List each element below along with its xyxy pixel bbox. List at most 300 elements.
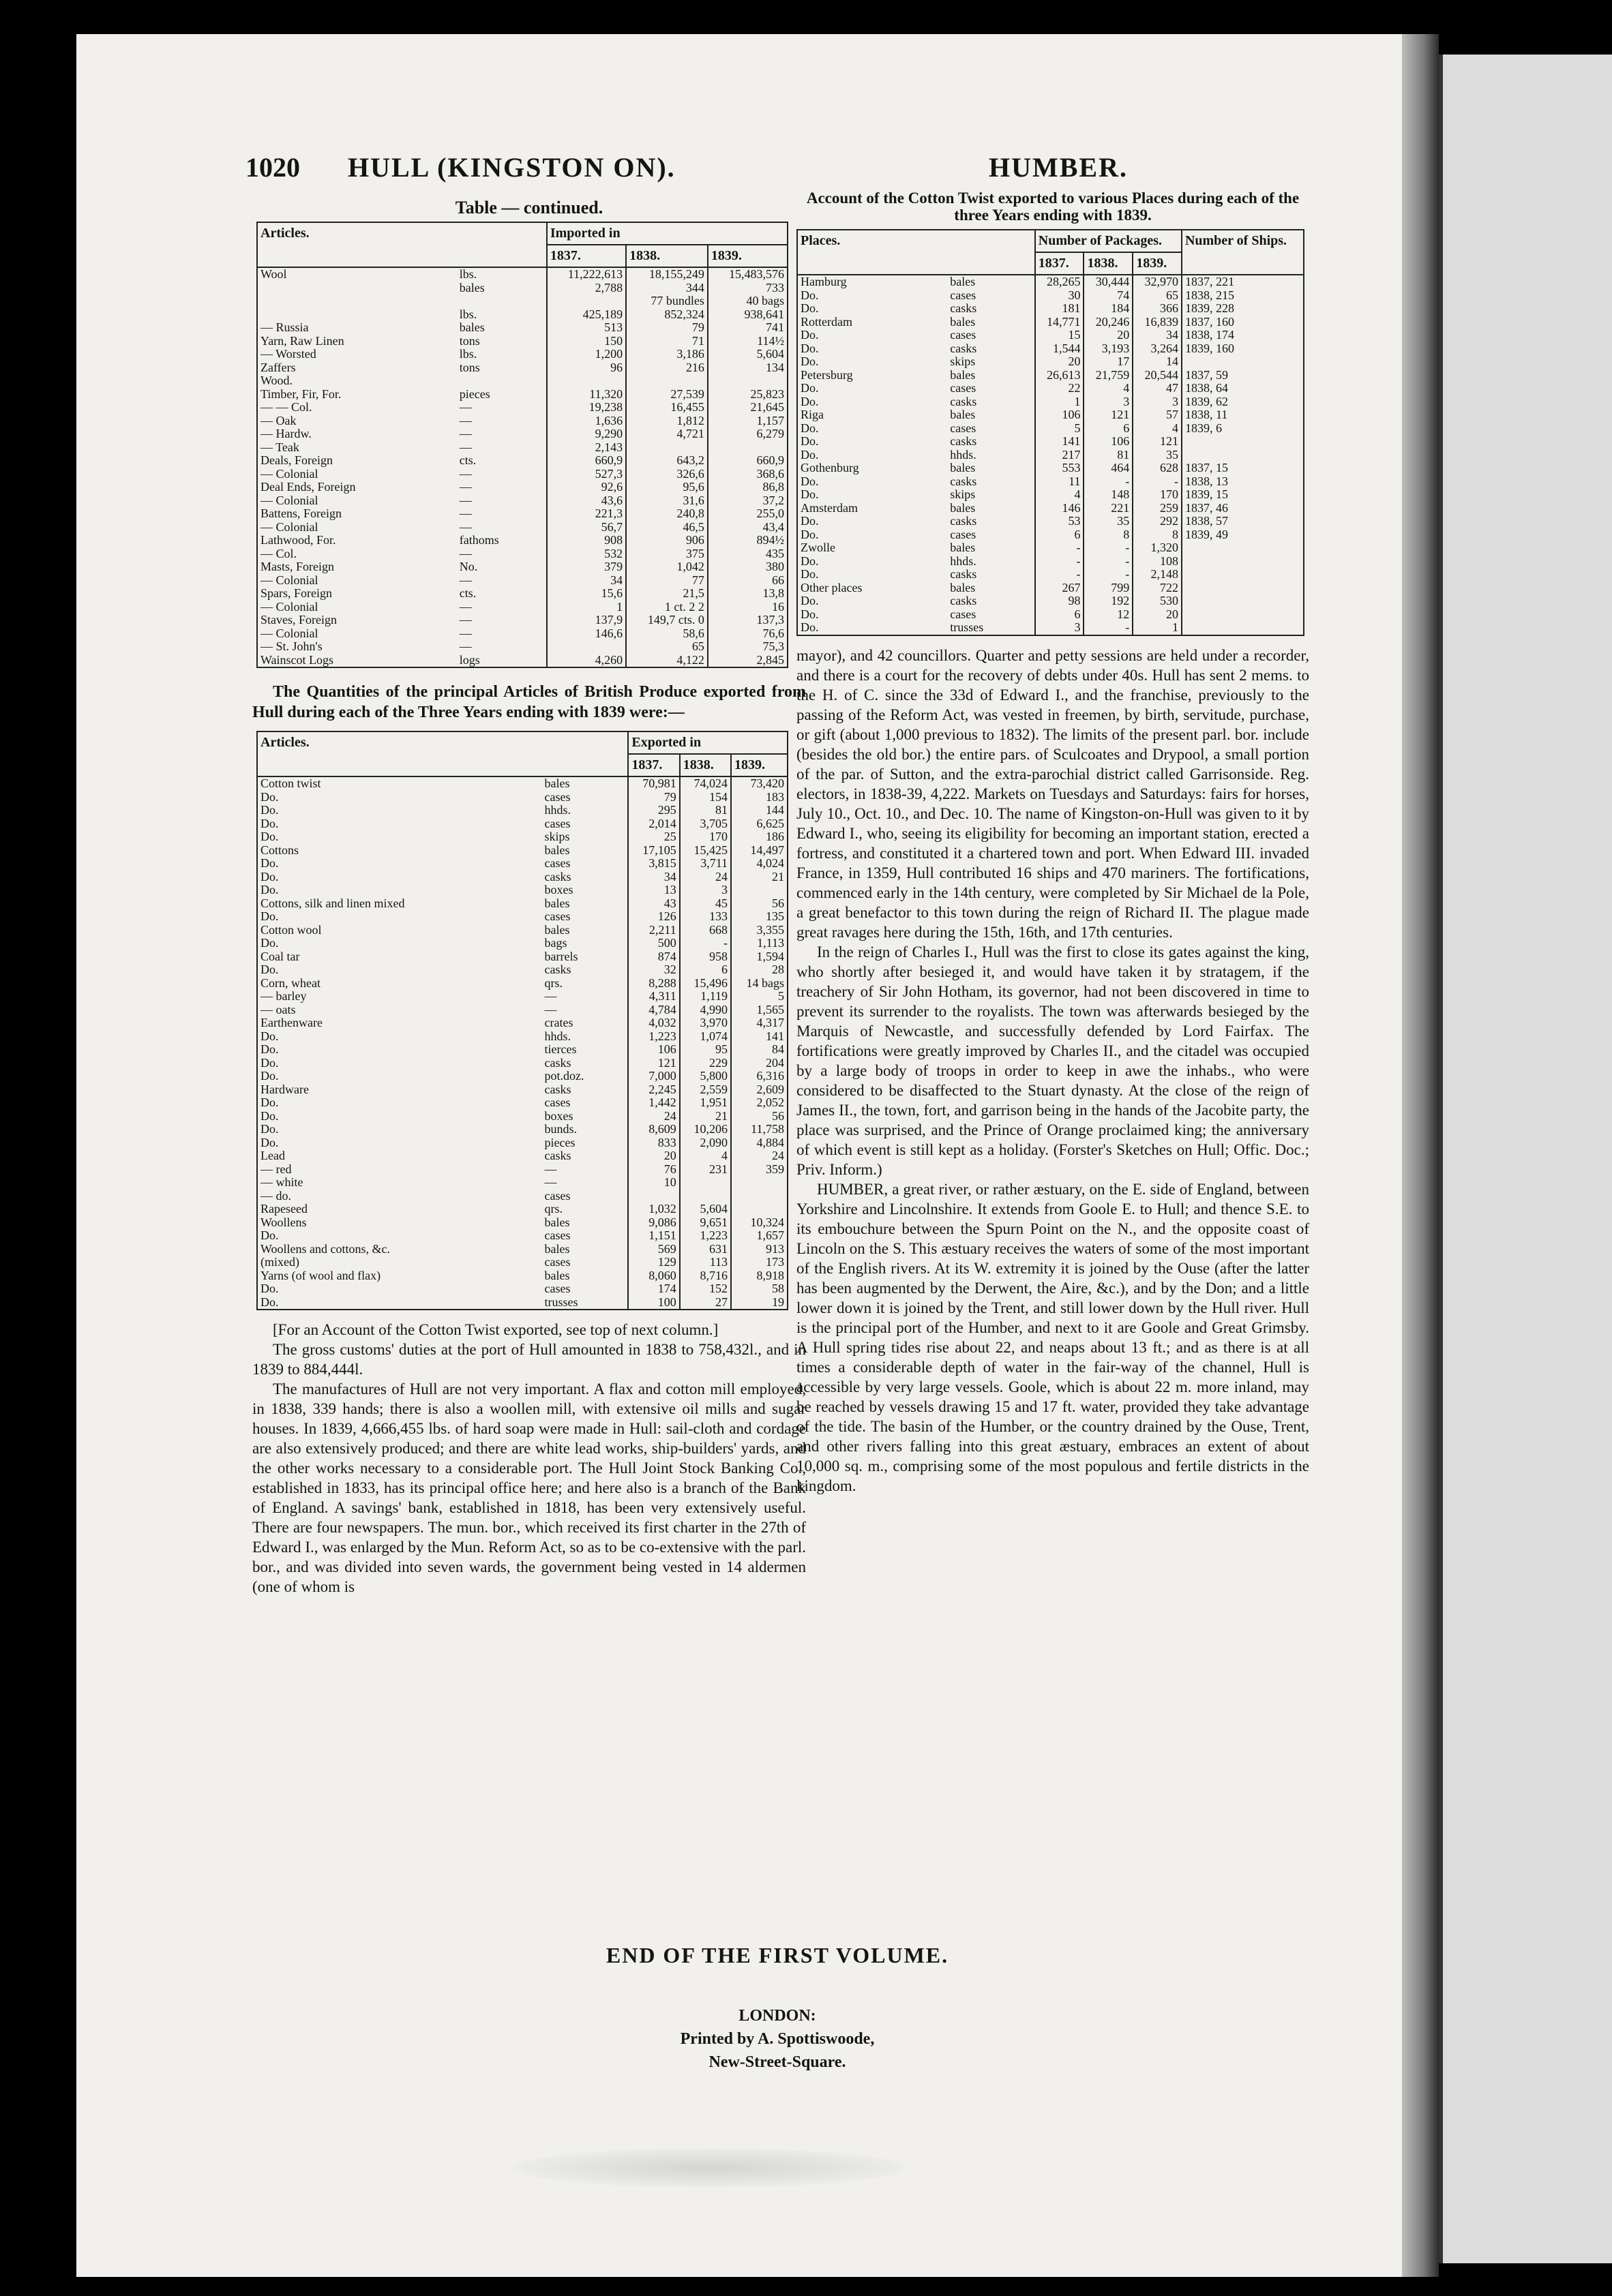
table-row <box>257 282 788 295</box>
cell-value: 11,758 <box>731 1123 788 1136</box>
cell-value: 34 <box>1133 329 1182 342</box>
table-row <box>257 1030 788 1044</box>
row-label: Spars, Foreign <box>260 586 332 600</box>
cell-value: 4,784 <box>628 1003 679 1017</box>
imprint-printer: Printed by A. Spottiswoode, <box>680 2030 875 2048</box>
table-row <box>257 1096 788 1110</box>
articles-header: Articles. <box>257 222 547 267</box>
row-label: Wood. <box>260 374 293 387</box>
row-unit: — <box>457 401 547 414</box>
table-row <box>257 937 788 950</box>
cell-value <box>680 1190 731 1203</box>
row-unit: skips <box>947 488 1034 502</box>
row-label: Do. <box>801 607 819 621</box>
cell-value: 326,6 <box>626 468 708 481</box>
cell-value: 4,024 <box>731 857 788 871</box>
cell-value: 126 <box>628 910 679 924</box>
cell-value: 2,845 <box>708 654 788 668</box>
table-row <box>257 468 788 481</box>
row-label: Do. <box>801 594 819 607</box>
row-unit: — <box>542 1176 629 1190</box>
row-label <box>257 282 457 295</box>
cell-value: 938,641 <box>708 308 788 322</box>
cell-value: 34 <box>628 871 679 884</box>
cell-value: 27,539 <box>626 388 708 402</box>
cell-value: 53 <box>1035 515 1084 528</box>
cell-value: 668 <box>680 924 731 937</box>
cell-value: 21,645 <box>708 401 788 414</box>
row-label <box>257 294 457 308</box>
row-label: Corn, wheat <box>260 976 320 990</box>
table-row <box>257 1163 788 1177</box>
row-label: — Colonial <box>260 626 318 640</box>
row-unit: casks <box>542 871 629 884</box>
table-row <box>257 308 788 322</box>
cell-value: 4,032 <box>628 1016 679 1030</box>
row-label: — do. <box>260 1188 291 1203</box>
cell-value <box>626 441 708 455</box>
page-number: 1020 <box>245 152 300 183</box>
cell-value: 106 <box>1035 408 1084 422</box>
cell-value: 6,316 <box>731 1070 788 1083</box>
table-row <box>257 1229 788 1243</box>
book-gutter <box>1402 34 1439 2277</box>
cell-value: 11,222,613 <box>547 267 626 282</box>
table-row <box>797 355 1304 369</box>
row-unit: qrs. <box>542 977 629 991</box>
cell-value: 7,000 <box>628 1070 679 1083</box>
cell-value: 10 <box>628 1176 679 1190</box>
table-row <box>257 1057 788 1070</box>
cell-value: 894½ <box>708 534 788 547</box>
cell-value <box>1182 435 1304 449</box>
table-row <box>257 294 788 308</box>
row-unit: casks <box>542 1149 629 1163</box>
table-row <box>797 382 1304 395</box>
imprint-city: LONDON: <box>738 2007 816 2025</box>
cell-value: 22 <box>1035 382 1084 395</box>
table-row <box>257 1176 788 1190</box>
cell-value: 43,6 <box>547 494 626 508</box>
cell-value: 425,189 <box>547 308 626 322</box>
imprint-address: New-Street-Square. <box>708 2053 846 2071</box>
cell-value: 77 <box>626 574 708 588</box>
cell-value: 76,6 <box>708 627 788 641</box>
cell-value: 1837, 15 <box>1184 461 1228 474</box>
cell-value: 121 <box>628 1057 679 1070</box>
row-unit: — <box>457 640 547 654</box>
cell-value: 28 <box>731 963 788 977</box>
cell-value: 35 <box>1133 449 1182 462</box>
row-label: Do. <box>260 816 279 830</box>
row-label: Do. <box>260 1029 279 1043</box>
row-label: Woollens and cottons, &c. <box>260 1241 391 1256</box>
table-row <box>797 449 1304 462</box>
cell-value: 10,324 <box>731 1216 788 1230</box>
row-unit: — <box>457 441 547 455</box>
table-caption: Table — continued. <box>455 198 603 217</box>
row-unit: bales <box>542 776 629 791</box>
cell-value: 74,024 <box>680 776 731 791</box>
cell-value: 1839, 6 <box>1184 421 1222 435</box>
table-row <box>797 475 1304 489</box>
row-unit: hhds. <box>542 1030 629 1044</box>
row-label: Petersburg <box>801 367 853 382</box>
cell-value: 8,609 <box>628 1123 679 1136</box>
cell-value: 30 <box>1035 289 1084 303</box>
table-row <box>257 1083 788 1097</box>
row-unit <box>457 294 547 308</box>
cell-value: 1837, 160 <box>1184 314 1234 329</box>
table-row <box>257 1282 788 1296</box>
table-row <box>797 462 1304 475</box>
cell-value: 30,444 <box>1084 275 1133 289</box>
row-label: — Worsted <box>260 347 316 361</box>
cell-value: 100 <box>628 1296 679 1310</box>
cell-value: 1,113 <box>731 937 788 950</box>
row-label: Do. <box>260 1122 279 1136</box>
year-header: 1838. <box>626 245 708 267</box>
cell-value: 146 <box>1035 502 1084 515</box>
cell-value: 5 <box>1035 422 1084 436</box>
row-unit: cases <box>542 857 629 871</box>
row-label: (mixed) <box>260 1255 299 1269</box>
cell-value: 229 <box>680 1057 731 1070</box>
cell-value: - <box>1035 541 1084 555</box>
end-of-volume: END OF THE FIRST VOLUME. <box>606 1943 949 1967</box>
cell-value: 628 <box>1133 462 1182 475</box>
row-unit: cases <box>947 382 1034 395</box>
row-unit: cts. <box>457 454 547 468</box>
cell-value: 852,324 <box>626 308 708 322</box>
row-unit: bunds. <box>542 1123 629 1136</box>
row-label: Woollens <box>260 1215 307 1229</box>
cell-value <box>731 1176 788 1190</box>
table-row <box>257 1203 788 1216</box>
table-row <box>257 1110 788 1123</box>
cell-value: 1,151 <box>628 1229 679 1243</box>
cell-value: 8,716 <box>680 1269 731 1283</box>
cell-value <box>1182 621 1304 635</box>
cell-value: 1838, 174 <box>1184 328 1234 342</box>
cell-value: 500 <box>628 937 679 950</box>
row-unit: lbs. <box>457 348 547 361</box>
table-row <box>257 267 788 282</box>
facing-page-edge <box>1439 55 1612 2263</box>
row-label: Cottons <box>260 843 299 857</box>
row-unit: cases <box>542 1282 629 1296</box>
table-row <box>797 275 1304 289</box>
cell-value: 1837, 221 <box>1184 275 1234 288</box>
cell-value: 20 <box>1084 329 1133 342</box>
cell-value: 47 <box>1133 382 1182 395</box>
cell-value <box>547 294 626 308</box>
row-unit: pieces <box>542 1136 629 1150</box>
cell-value: 133 <box>680 910 731 924</box>
table-row <box>257 521 788 534</box>
row-unit: — <box>457 507 547 521</box>
row-unit: skips <box>542 830 629 844</box>
cell-value: 3 <box>1133 395 1182 409</box>
table-row <box>797 515 1304 528</box>
cell-value: - <box>1084 475 1133 489</box>
table-row <box>257 990 788 1003</box>
row-unit: hhds. <box>542 804 629 817</box>
cell-value: 81 <box>680 804 731 817</box>
cell-value: 2,148 <box>1133 568 1182 581</box>
cell-value: 8,060 <box>628 1269 679 1283</box>
cell-value: 435 <box>708 547 788 561</box>
row-label: Do. <box>260 936 279 950</box>
row-label: Lead <box>260 1149 285 1162</box>
cell-value: 1,565 <box>731 1003 788 1017</box>
row-label: Cotton wool <box>260 922 322 937</box>
table-row <box>257 654 788 668</box>
table-row <box>257 441 788 455</box>
row-label: Do. <box>801 354 819 368</box>
cell-value: 141 <box>1035 435 1084 449</box>
cell-value: - <box>1133 475 1182 489</box>
row-label: Zaffers <box>260 360 296 374</box>
cell-value: 186 <box>731 830 788 844</box>
row-unit: bales <box>542 897 629 911</box>
row-unit: casks <box>947 568 1034 581</box>
cotton-twist-table <box>796 229 1304 636</box>
cell-value: 1838, 64 <box>1184 381 1228 395</box>
row-label: Do. <box>260 883 279 896</box>
cell-value: 231 <box>680 1163 731 1177</box>
cell-value <box>1182 541 1304 555</box>
table-row <box>797 408 1304 422</box>
cell-value: 135 <box>731 910 788 924</box>
row-label: Do. <box>260 1295 279 1309</box>
year-header: 1839. <box>708 245 788 267</box>
cell-value: 532 <box>547 547 626 561</box>
row-unit: — <box>457 427 547 441</box>
articles-header: Articles. <box>257 731 628 776</box>
table-row <box>257 1269 788 1283</box>
cell-value: 15,425 <box>680 844 731 858</box>
row-unit: logs <box>457 654 547 668</box>
row-label: Cotton twist <box>260 776 321 790</box>
cell-value: 6 <box>680 963 731 977</box>
row-unit: hhds. <box>947 449 1034 462</box>
table-row <box>797 528 1304 542</box>
row-label: Hardware <box>260 1082 309 1096</box>
cell-value: 2,609 <box>731 1083 788 1097</box>
cell-value: 108 <box>1133 555 1182 569</box>
table-row <box>797 502 1304 515</box>
table-row <box>257 1149 788 1163</box>
cell-value: 513 <box>547 321 626 335</box>
table-row <box>257 574 788 588</box>
row-label: Do. <box>801 447 819 462</box>
table-row <box>257 374 788 388</box>
row-label: — Russia <box>260 320 309 334</box>
cell-value: 1,223 <box>628 1030 679 1044</box>
cell-value: 6,279 <box>708 427 788 441</box>
row-unit: casks <box>947 435 1034 449</box>
cell-value: - <box>1035 568 1084 581</box>
right-running-title: HUMBER. <box>989 152 1128 183</box>
year-header: 1838. <box>1084 252 1133 275</box>
table-row <box>797 289 1304 303</box>
cell-value: 77 bundles <box>626 294 708 308</box>
row-unit: cases <box>947 528 1034 542</box>
row-unit: bales <box>947 541 1034 555</box>
row-unit: cases <box>947 422 1034 436</box>
cell-value: 73,420 <box>731 776 788 791</box>
cell-value: 34 <box>547 574 626 588</box>
cell-value: 1,812 <box>626 414 708 428</box>
row-label: Do. <box>801 301 819 315</box>
row-unit: bales <box>542 1216 629 1230</box>
cell-value: 10,206 <box>680 1123 731 1136</box>
table-row <box>797 302 1304 316</box>
row-unit: cases <box>542 1096 629 1110</box>
row-label: Yarns (of wool and flax) <box>260 1268 381 1282</box>
row-unit: — <box>457 481 547 494</box>
cell-value: 79 <box>628 791 679 804</box>
table-row <box>257 640 788 654</box>
table-row <box>257 601 788 614</box>
row-label: — red <box>260 1162 292 1176</box>
row-unit: tons <box>457 335 547 348</box>
cell-value: 1838, 57 <box>1184 514 1228 528</box>
cell-value: 134 <box>708 361 788 375</box>
left-column <box>252 198 806 1597</box>
cell-value: 908 <box>547 534 626 547</box>
cell-value: 1838, 215 <box>1184 288 1234 302</box>
row-unit: bales <box>542 844 629 858</box>
row-unit: bales <box>947 408 1034 422</box>
humber-paragraph: HUMBER, a great river, or rather æstuary, on the E. side of England, between Yorkshire and Lincolnshire. It extends from Goole E. to Hull; and thence S.E. to its embouchure between the Spurn Point on the N., and the opposite coast of Lincoln on the S. This æstuary receives the waters of some of the most important of the English rivers. At its W. extremity it is joined by the Ouse (after the latter has been augmented by the Derwent, the Aire, &c.), and by the Don; and a little lower down it is joined by the Trent, and still lower down by the Hull river. Hull is the principal port of the Humber, and next to it are Goole and Great Grimsby. A Hull spring tides rise about 22, and neaps about 13 ft.; and as there is at all times a considerable depth of water in the fair-way of the channel, Hull is accessible by very large vessels. Goole, which is about 22 m. more inland, may be reached by vessels drawing 15 and 17 ft. water, provided they take advantage of the tide. The basin of the Humber, or the country drained by the Ouse, Trent, and other rivers falling into this great æstuary, embraces an extent of about 10,000 sq. m., comprising some of the most populous and fertile districts in the kingdom. <box>796 1180 1309 1494</box>
cell-value: 6 <box>1035 528 1084 542</box>
cell-value: - <box>1084 568 1133 581</box>
row-label: Do. <box>801 527 819 541</box>
cell-value: 9,290 <box>547 427 626 441</box>
row-unit: skips <box>947 355 1034 369</box>
row-label: Wainscot Logs <box>260 652 334 667</box>
cell-value: 58 <box>731 1282 788 1296</box>
cell-value: 184 <box>1084 302 1133 316</box>
table-row <box>257 950 788 964</box>
hull-government-paragraph: mayor), and 42 councillors. Quarter and petty sessions are held under a recorder, and there is a court for the recovery of debts under 40s. Hull has sent 2 mems. to the H. of C. since the 33d of Edward I., and the franchise, previously to the passing of the Reform Act, was vested in freemen, by birth, servitude, purchase, or gift (about 1,000 previous to 1832). The limits of the present parl. bor. include (besides the old bor.) the entire pars. of Sculcoates and Drypool, a small portion of the par. of Sutton, and the extra-parochial district called Garrisonside. Reg. electors, in 1838-39, 4,222. Markets on Tuesdays and Saturdays: fairs for horses, July 10., Oct. 10., and Dec. 10. The name of Kingston-on-Hull was given to it by Edward I., who, seeing its eligibility for becoming an important station, erected a fortress, and constituted it a chartered town and port. When Edward III. invaded France, in 1359, Hull contributed 16 ships and 470 mariners. The fortifications, commenced early in the 14th century, were completed by Sir Michael de la Pole, a great benefactor to this town during the reign of Richard II. The plague made great ravages here during the 15th, 16th, and 17th centuries. <box>796 646 1309 941</box>
year-header: 1837. <box>628 754 679 776</box>
cell-value: 46,5 <box>626 521 708 534</box>
cell-value: 28,265 <box>1035 275 1084 289</box>
cell-value: 24 <box>628 1110 679 1123</box>
cell-value: 1,032 <box>628 1203 679 1216</box>
row-unit: casks <box>542 963 629 977</box>
cell-value: 1,074 <box>680 1030 731 1044</box>
right-column <box>796 190 1309 1496</box>
table-row <box>797 581 1304 595</box>
row-label: Rotterdam <box>801 314 852 329</box>
table-row <box>257 857 788 871</box>
row-unit: cases <box>542 1256 629 1269</box>
cell-value: 74 <box>1084 289 1133 303</box>
table-row <box>797 621 1304 635</box>
row-label: Battens, Foreign <box>260 507 342 520</box>
row-label: Timber, Fir, For. <box>260 387 342 401</box>
ships-header: Number of Ships. <box>1182 230 1304 275</box>
row-unit: cases <box>947 289 1034 303</box>
row-label: Coal tar <box>260 949 300 963</box>
row-label: — Col. <box>260 546 297 560</box>
cell-value: 20,544 <box>1133 369 1182 382</box>
row-unit: bales <box>542 1243 629 1256</box>
row-unit: casks <box>947 395 1034 409</box>
cell-value: 1,544 <box>1035 342 1084 356</box>
cell-value: 3,355 <box>731 924 788 937</box>
row-unit: fathoms <box>457 534 547 547</box>
cell-value: 20 <box>628 1149 679 1163</box>
table-row <box>257 335 788 348</box>
year-header: 1837. <box>1035 252 1084 275</box>
cell-value: 150 <box>547 335 626 348</box>
cell-value: 15 <box>1035 329 1084 342</box>
cell-value: 3,264 <box>1133 342 1182 356</box>
cell-value: 15,6 <box>547 587 626 601</box>
row-unit: — <box>457 468 547 481</box>
cell-value: 35 <box>1084 515 1133 528</box>
row-label: Do. <box>260 1135 279 1149</box>
row-label: Deals, Foreign <box>260 453 333 467</box>
table-row <box>257 1123 788 1136</box>
row-unit: bales <box>947 462 1034 475</box>
row-unit: cases <box>542 791 629 804</box>
cell-value: 106 <box>1084 435 1133 449</box>
manufactures-paragraph: The manufactures of Hull are not very important. A flax and cotton mill employed, in 1838, 339 hands; there is also a woollen mill, with extensive oil mills and sugar houses. In 1839, 4,666,455 lbs. of hard soap were made in Hull: sail-cloth and cordage are also extensively produced; and there are white lead works, ship-builders' yards, and the other works necessary to a considerable port. The Hull Joint Stock Banking Co., established in 1833, has its principal office here; and here also is a branch of the Bank of England. A savings' bank, established in 1818, has been very extensively useful. There are four newspapers. The mun. bor., which received its first charter in the 27th of Edward I., was enlarged by the Mun. Reform Act, so as to be co-extensive with the parl. bor., and was divided into seven wards, the government being vested in 14 aldermen (one of whom is <box>252 1380 806 1595</box>
cell-value: 1,657 <box>731 1229 788 1243</box>
row-unit: bales <box>542 1269 629 1283</box>
cell-value: 530 <box>1133 594 1182 608</box>
row-unit: pieces <box>457 388 547 402</box>
row-label: Do. <box>801 554 819 568</box>
cell-value: - <box>1084 555 1133 569</box>
cell-value: 5 <box>731 990 788 1003</box>
cell-value: 95,6 <box>626 481 708 494</box>
table-row <box>257 830 788 844</box>
table-row <box>257 1243 788 1256</box>
cell-value: 3,970 <box>680 1016 731 1030</box>
table-row <box>797 422 1304 436</box>
cell-value <box>628 1190 679 1203</box>
cell-value: 3,815 <box>628 857 679 871</box>
table-row <box>257 348 788 361</box>
table-row <box>257 897 788 911</box>
row-unit: pot.doz. <box>542 1070 629 1083</box>
cell-value: 32 <box>628 963 679 977</box>
cell-value: 4,260 <box>547 654 626 668</box>
cell-value: 1,636 <box>547 414 626 428</box>
cell-value: 170 <box>1133 488 1182 502</box>
table-row <box>257 414 788 428</box>
row-label: Amsterdam <box>801 500 858 515</box>
cell-value: 1,119 <box>680 990 731 1003</box>
cell-value: 8 <box>1133 528 1182 542</box>
cell-value: 2,559 <box>680 1083 731 1097</box>
row-unit: bales <box>947 581 1034 595</box>
row-label: Do. <box>260 909 279 923</box>
cell-value <box>1182 568 1304 581</box>
cell-value: 21,759 <box>1084 369 1133 382</box>
cell-value: 631 <box>680 1243 731 1256</box>
cell-value: 3 <box>1035 621 1084 635</box>
cell-value: 21 <box>680 1110 731 1123</box>
cell-value: 1838, 13 <box>1184 474 1228 488</box>
